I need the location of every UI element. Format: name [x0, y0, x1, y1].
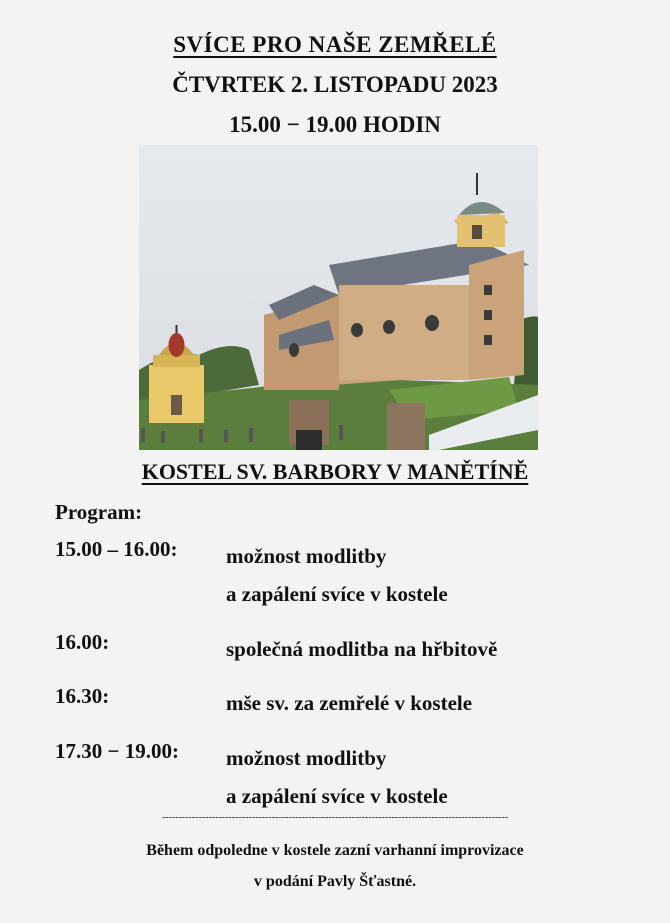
- program-time: 16.30:: [55, 684, 110, 708]
- dashed-divider: --------------------------------------------------------------------------------------------------------: [161, 812, 509, 823]
- event-hours: 15.00 − 19.00 HODIN: [229, 112, 441, 137]
- program-time: 15.00 – 16.00:: [55, 537, 178, 561]
- program-time: 17.30 − 19.00:: [55, 739, 179, 763]
- program-desc-line: společná modlitba na hřbitově: [226, 637, 498, 661]
- event-title: SVÍCE PRO NAŠE ZEMŘELÉ: [173, 32, 497, 57]
- program-heading: Program:: [55, 500, 143, 524]
- church-photo: [139, 145, 538, 450]
- program-desc-line: možnost modlitby: [226, 746, 387, 770]
- program-desc-line: a zapálení svíce v kostele: [226, 582, 448, 606]
- program-time: 16.00:: [55, 630, 110, 654]
- program-desc-line: možnost modlitby: [226, 544, 387, 568]
- program-desc-line: a zapálení svíce v kostele: [226, 784, 448, 808]
- location-heading: KOSTEL SV. BARBORY V MANĚTÍNĚ: [141, 459, 529, 484]
- footer-note-line: v podání Pavly Šťastné.: [253, 873, 417, 890]
- footer-note-line: Během odpoledne v kostele zazní varhanní improvizace: [146, 842, 524, 859]
- event-date: ČTVRTEK 2. LISTOPADU 2023: [172, 72, 498, 97]
- program-desc-line: mše sv. za zemřelé v kostele: [226, 691, 473, 715]
